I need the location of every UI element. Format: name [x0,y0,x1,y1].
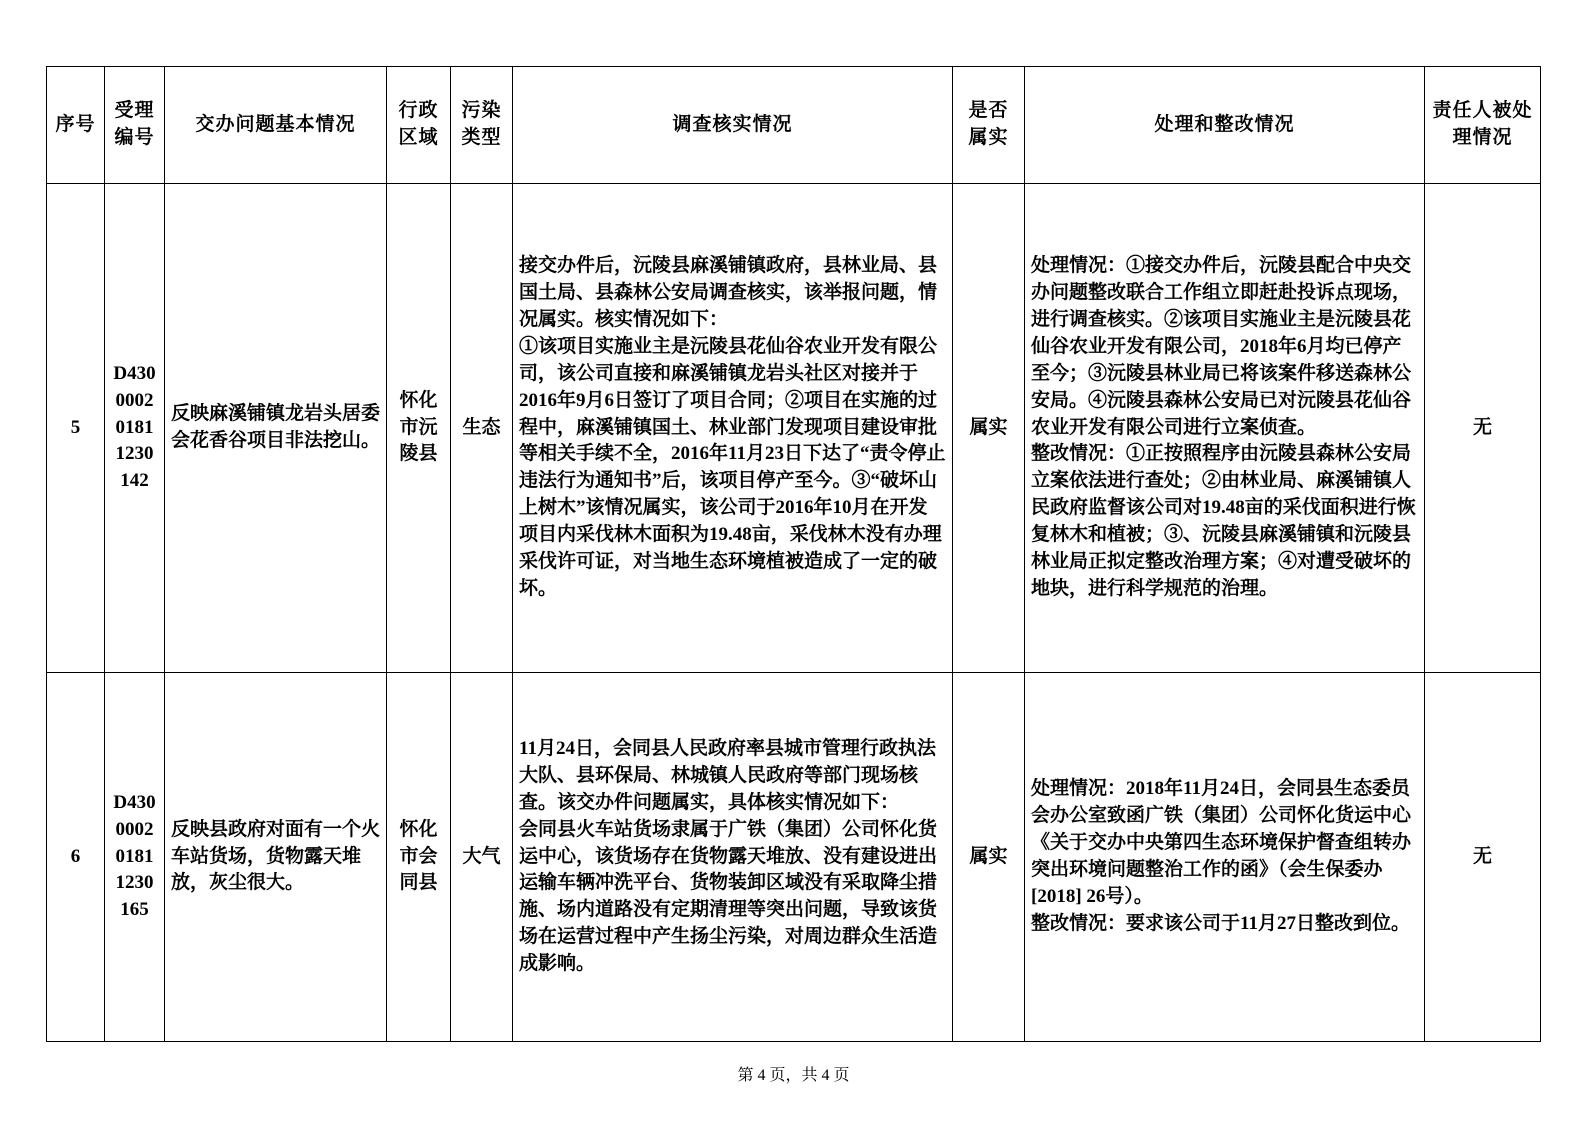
handling-block-2 [1031,911,1418,938]
cell-code: D430 0002 0181 1230 165 [105,673,165,1042]
cell-type: 大气 [451,673,513,1042]
cell-code: D430 0002 0181 1230 142 [105,184,165,673]
header-region: 行政区域 [387,67,451,184]
cell-type: 生态 [451,184,513,673]
handling-text-2: ①正按照程序由沅陵县森林公安局立案依法进行查处；②由林业局、麻溪铺镇人民政府监督该公司对19.48亩的采伐面积进行恢复林木和植被；③、沅陵县麻溪铺镇和沅陵县林业局正拟定整改治理方案；④对遭受破坏的地块，进行科学规范的治理。 [1031,443,1416,600]
handling-block-2 [1031,441,1418,603]
cell-person: 无 [1425,184,1541,673]
investigation-paragraph-2: 会同县火车站货场隶属于广铁（集团）公司怀化货运中心，该货场存在货物露天堆放、没有建设进出运输车辆冲洗平台、货物装卸区域没有采取降尘措施、场内道路没有定期清理等突出问题，导致该货场在运营过程中产生扬尘污染，对周边群众生活造成影响。 [519,818,938,975]
cell-basic: 反映县政府对面有一个火车站货场，货物露天堆放，灰尘很大。 [165,673,387,1042]
cell-investigation [513,673,953,1042]
handling-block-1 [1031,253,1418,442]
header-investigation: 调查核实情况 [513,67,953,184]
cell-investigation [513,184,953,673]
header-is-true: 是否属实 [953,67,1025,184]
cell-region: 怀化市会同县 [387,673,451,1042]
cell-handling [1025,673,1425,1042]
table-header-row [47,67,1541,184]
investigation-paragraph-1: 11月24日，会同县人民政府率县城市管理行政执法大队、县环保局、林城镇人民政府等部门现场核查。该交办件问题属实，具体核实情况如下： [519,737,936,813]
table-row [47,184,1541,673]
handling-label-1: 处理情况： [1031,254,1127,276]
cell-seq: 5 [47,184,105,673]
cell-person: 无 [1425,673,1541,1042]
handling-text-2: 要求该公司于11月27日整改到位。 [1126,912,1410,934]
cell-seq: 6 [47,673,105,1042]
header-seq: 序号 [47,67,105,184]
cell-handling [1025,184,1425,673]
handling-text-1: 2018年11月24日，会同县生态委员会办公室致函广铁（集团）公司怀化货运中心《关于交办中央第四生态环境保护督查组转办突出环境问题整治工作的函》（会生保委办 [2018] 26号）。 [1031,778,1412,907]
cell-is-true: 属实 [953,673,1025,1042]
cell-is-true: 属实 [953,184,1025,673]
cell-basic: 反映麻溪铺镇龙岩头居委会花香谷项目非法挖山。 [165,184,387,673]
header-handling: 处理和整改情况 [1025,67,1425,184]
handling-label-2: 整改情况： [1031,912,1127,934]
header-type: 污染类型 [451,67,513,184]
investigation-paragraph-2: ①该项目实施业主是沅陵县花仙谷农业开发有限公司，该公司直接和麻溪铺镇龙岩头社区对接并于2016年9月6日签订了项目合同；②项目在实施的过程中，麻溪铺镇国土、林业部门发现项目建设审批等相关手续不全，2016年11月23日下达了“责令停止违法行为通知书”后，该项目停产至今。③“破坏山上树木”该情况属实，该公司于2016年10月在开发项目内采伐林木面积为19.48亩，采伐林木没有办理采伐许可证，对当地生态环境植被造成了一定的破坏。 [519,335,946,600]
header-basic: 交办问题基本情况 [165,67,387,184]
handling-label-1: 处理情况： [1031,778,1127,800]
header-code: 受理编号 [105,67,165,184]
table-row [47,673,1541,1042]
handling-block-1 [1031,776,1418,911]
investigation-paragraph-1: 接交办件后，沅陵县麻溪铺镇政府，县林业局、县国土局、县森林公安局调查核实，该举报问题，情况属实。核实情况如下： [519,254,938,330]
inspection-table [46,66,1541,1042]
header-person: 责任人被处理情况 [1425,67,1541,184]
page-footer: 第 4 页，共 4 页 [737,1067,850,1084]
handling-text-1: ①接交办件后，沅陵县配合中央交办问题整改联合工作组立即赶赴投诉点现场，进行调查核实。②该项目实施业主是沅陵县花仙谷农业开发有限公司，2018年6月均已停产至今；③沅陵县林业局已将该案件移送森林公安局。④沅陵县森林公安局已对沅陵县花仙谷农业开发有限公司进行立案侦查。 [1031,254,1412,438]
handling-label-2: 整改情况： [1031,443,1127,465]
cell-region: 怀化市沅陵县 [387,184,451,673]
